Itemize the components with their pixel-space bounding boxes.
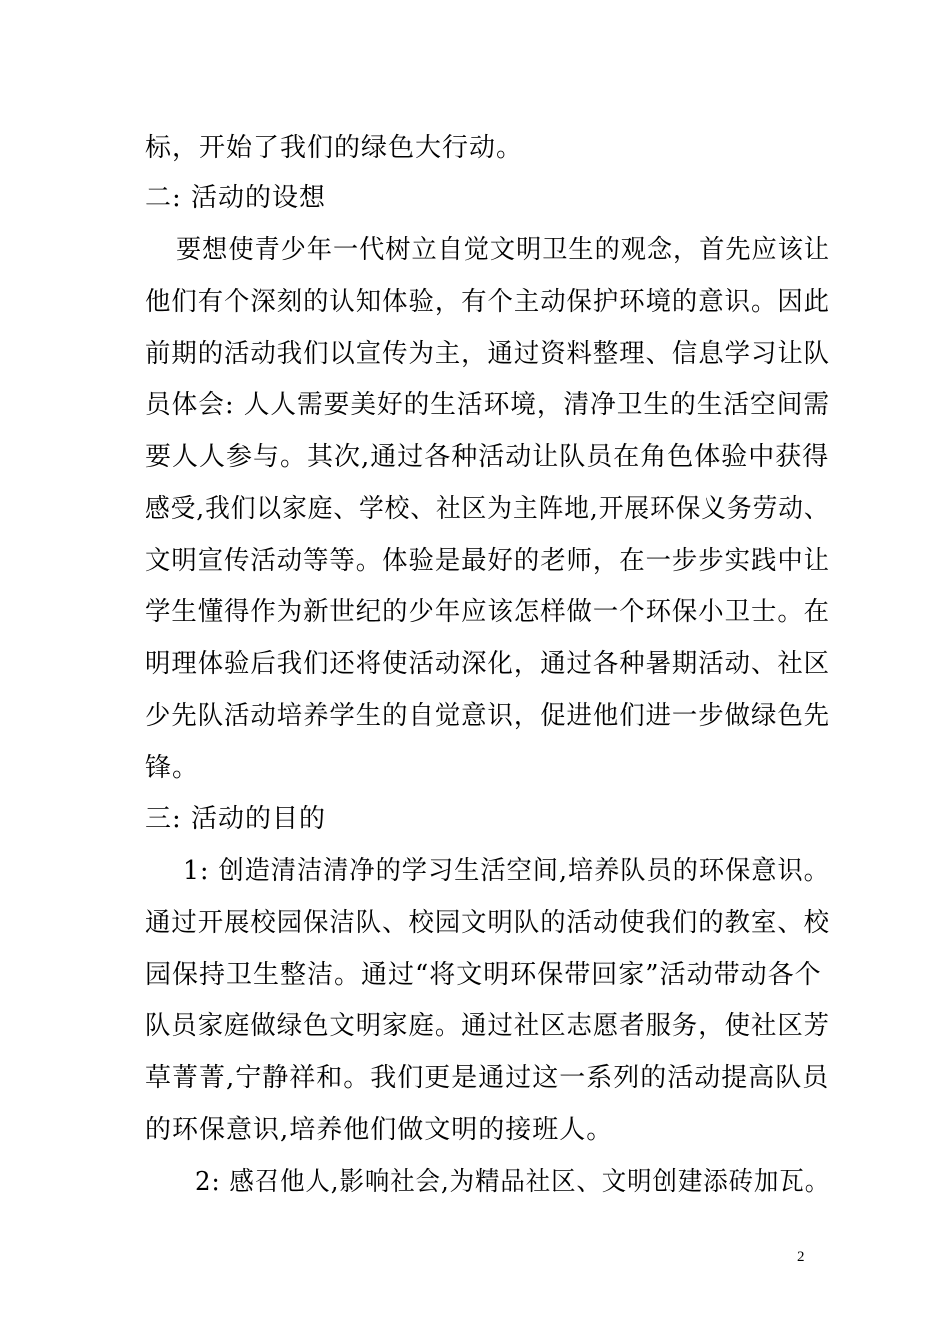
section-heading: 二: 活动的设想	[145, 183, 327, 213]
text-line: 园保持卫生整洁。通过“将文明环保带回家”活动带动各个	[145, 960, 822, 990]
page-number: 2	[797, 1249, 805, 1265]
text-line: 锋。	[145, 753, 200, 783]
text-line: 标，开始了我们的绿色大行动。	[145, 133, 524, 163]
text-line: 要想使青少年一代树立自觉文明卫生的观念，首先应该让	[176, 235, 831, 265]
section-heading: 三: 活动的目的	[145, 804, 327, 834]
text-line: 要人人参与。其次,通过各种活动让队员在角色体验中获得	[145, 442, 830, 472]
text-line: 前期的活动我们以宣传为主，通过资料整理、信息学习让队	[145, 339, 831, 369]
text-line: 学生懂得作为新世纪的少年应该怎样做一个环保小卫士。在	[145, 597, 831, 627]
text-line: 少先队活动培养学生的自觉意识，促进他们进一步做绿色先	[145, 701, 831, 731]
text-line: 文明宣传活动等等。体验是最好的老师，在一步步实践中让	[145, 546, 831, 576]
text-line: 他们有个深刻的认知体验，有个主动保护环境的意识。因此	[145, 287, 831, 317]
text-line: 2: 感召他人,影响社会,为精品社区、文明创建添砖加瓦。	[195, 1167, 831, 1197]
text-line: 草菁菁,宁静祥和。我们更是通过这一系列的活动提高队员	[145, 1063, 830, 1093]
text-line: 感受,我们以家庭、学校、社区为主阵地,开展环保义务劳动、	[145, 494, 830, 524]
text-line: 队员家庭做绿色文明家庭。通过社区志愿者服务，使社区芳	[145, 1011, 831, 1041]
text-line: 1: 创造清洁清净的学习生活空间,培养队员的环保意识。	[183, 856, 830, 886]
text-line: 明理体验后我们还将使活动深化，通过各种暑期活动、社区	[145, 649, 831, 679]
text-line: 员体会: 人人需要美好的生活环境，清净卫生的生活空间需	[145, 390, 831, 420]
text-line: 的环保意识,培养他们做文明的接班人。	[145, 1115, 614, 1145]
text-line: 通过开展校园保洁队、校园文明队的活动使我们的教室、校	[145, 908, 831, 938]
